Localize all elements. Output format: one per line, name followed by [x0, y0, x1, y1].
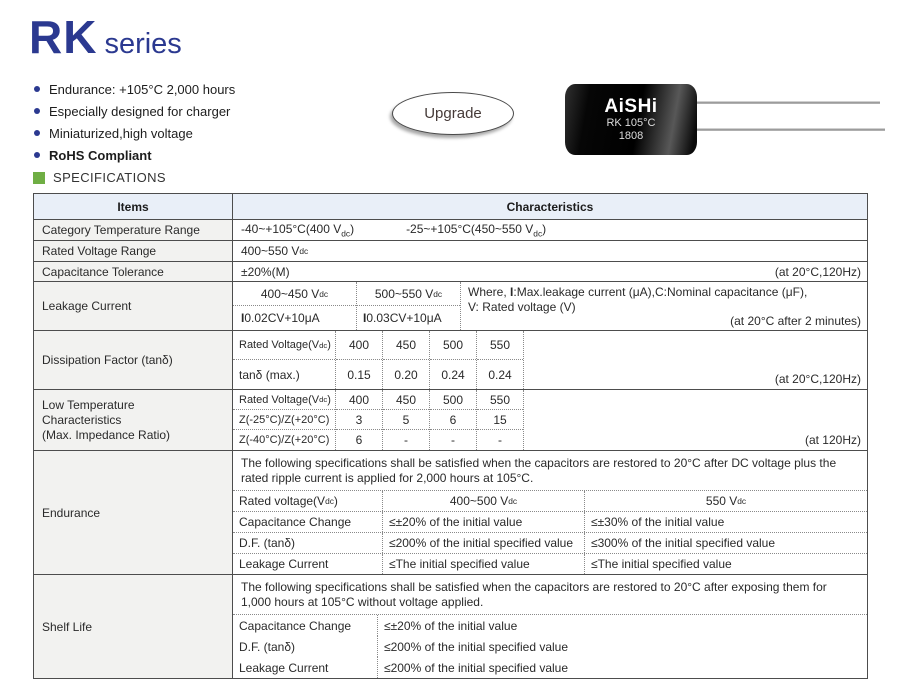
low-temp-row3-label: Z(-40°C)/Z(+20°C) — [239, 434, 330, 446]
specifications-table — [33, 193, 868, 679]
impedance-ratio: 6 — [430, 410, 476, 430]
leakage-note-line1: Where, I:Max.leakage current (μA),C:Nominal capacitance (μF), — [468, 285, 808, 299]
low-temp-row2-label: Z(-25°C)/Z(+20°C) — [233, 410, 335, 430]
dissipation-col-500 — [430, 331, 477, 389]
characteristics-header-cell: Characteristics — [233, 194, 867, 219]
feature-text: Especially designed for charger — [49, 103, 231, 119]
row-label: Category Temperature Range — [34, 220, 233, 240]
dissipation-row1-label: Rated Voltage(V dc ) — [233, 331, 335, 360]
capacitor-photo — [565, 84, 895, 159]
endurance-row-label: Capacitance Change — [233, 512, 383, 532]
shelf-life-data-row — [233, 636, 867, 657]
shelf-life-intro: The following specifications shall be satisfied when the capacitors are restored to 20°C after exposing them for 1,000 hours at 105°C without voltage applied. — [233, 575, 867, 615]
endurance-header-label: Rated voltage(V dc ) — [233, 491, 383, 511]
leakage-col1-formula: I 0.02CV+10μA — [241, 311, 320, 325]
endurance-row-label: D.F. (tanδ) — [233, 533, 383, 553]
low-temp-row1-label: Rated Voltage(V dc ) — [233, 390, 335, 410]
endurance-content — [233, 451, 867, 574]
test-condition: (at 20°C after 2 minutes) — [730, 314, 861, 328]
series-suffix: series — [104, 28, 182, 60]
voltage-value: 400 — [336, 390, 382, 410]
leakage-col-400-450 — [233, 282, 356, 330]
voltage-value: 500 — [430, 390, 476, 410]
bullet-icon — [34, 108, 40, 114]
endurance-intro: The following specifications shall be satisfied when the capacitors are restored to 20°C after DC voltage plus the rated ripple current is applied for 2,000 hours at 105°C. — [233, 451, 867, 491]
row-label-line: (Max. Impedance Ratio) — [42, 427, 171, 442]
upgrade-badge-label: Upgrade — [424, 105, 482, 122]
row-label-line: Low Temperature — [42, 397, 135, 412]
endurance-data-row — [233, 554, 867, 574]
low-temp-col-550 — [477, 390, 524, 450]
feature-list — [34, 78, 235, 166]
endurance-data-row — [233, 533, 867, 554]
endurance-row-value: ≤300% of the initial specified value — [591, 536, 776, 550]
feature-text: RoHS Compliant — [49, 147, 152, 163]
endurance-row-value: ≤The initial specified value — [591, 557, 732, 571]
brand-logo: AiSHi — [604, 96, 658, 117]
leakage-col2-formula: I 0.03CV+10μA — [363, 311, 442, 325]
dissipation-content — [233, 331, 867, 389]
endurance-col1-header: 400~500 V dc — [383, 491, 585, 511]
capacitor-marking: 1808 — [618, 130, 644, 142]
feature-item — [34, 100, 235, 122]
row-category-temperature-range — [34, 219, 867, 240]
shelf-life-row-label: D.F. (tanδ) — [233, 636, 378, 657]
row-label: Rated Voltage Range — [34, 241, 233, 261]
impedance-ratio: - — [498, 433, 502, 447]
row-label — [34, 390, 233, 450]
endurance-row-value: ≤The initial specified value — [383, 554, 585, 574]
series-title — [29, 10, 182, 64]
shelf-life-row-value: ≤200% of the initial specified value — [384, 660, 569, 675]
bullet-icon — [34, 86, 40, 92]
row-shelf-life — [34, 574, 867, 678]
dissipation-row2-label: tanδ (max.) — [239, 367, 300, 382]
feature-item — [34, 144, 235, 166]
shelf-life-row-label: Leakage Current — [233, 657, 378, 678]
category-temperature-values — [233, 220, 867, 240]
row-label: Endurance — [34, 451, 233, 574]
impedance-ratio: 5 — [383, 410, 429, 430]
dissipation-col-450 — [383, 331, 430, 389]
green-square-icon — [33, 172, 45, 184]
leakage-col2-header: 500~550 V dc — [357, 282, 460, 306]
shelf-life-row-label: Capacitance Change — [233, 615, 378, 636]
tan-delta-value: 0.20 — [394, 367, 418, 382]
endurance-data-row — [233, 512, 867, 533]
feature-item — [34, 122, 235, 144]
leakage-col1-header: 400~450 V dc — [233, 282, 356, 306]
upgrade-badge — [392, 92, 514, 135]
tan-delta-value: 0.24 — [441, 367, 465, 382]
row-leakage-current — [34, 281, 867, 330]
dissipation-condition-area — [524, 331, 867, 389]
row-label: Dissipation Factor (tanδ) — [34, 331, 233, 389]
voltage-value: 550 — [477, 390, 523, 410]
tolerance-value: ±20%(M) — [241, 264, 290, 279]
low-temperature-content — [233, 390, 867, 450]
endurance-row-value: ≤±30% of the initial value — [591, 515, 725, 529]
dissipation-col-400 — [336, 331, 383, 389]
shelf-life-data-row — [233, 657, 867, 678]
leakage-col-500-550 — [356, 282, 460, 330]
temp-range-450-550: -25~+105°C(450~550 $V_{dc}$) — [406, 221, 547, 239]
rated-voltage-value: 400~550 V dc — [241, 244, 309, 258]
table-header-row — [34, 194, 867, 219]
shelf-life-row-value: ≤200% of the initial specified value — [384, 639, 569, 654]
specifications-title: SPECIFICATIONS — [53, 170, 166, 185]
specifications-heading — [33, 170, 166, 185]
voltage-value: 550 — [477, 331, 523, 360]
impedance-ratio: 3 — [336, 410, 382, 430]
temp-range-400: -40~+105°C(400 $V_{dc}$) — [241, 221, 355, 239]
test-condition: (at 20°C,120Hz) — [774, 264, 861, 279]
feature-item — [34, 78, 235, 100]
feature-text: Miniaturized,high voltage — [49, 125, 193, 141]
endurance-header-row — [233, 491, 867, 512]
capacitance-tolerance-values — [233, 262, 867, 281]
bullet-icon — [34, 130, 40, 136]
tan-delta-value: 0.15 — [347, 367, 371, 382]
row-label-line: Characteristics — [42, 412, 122, 427]
voltage-value: 500 — [430, 331, 476, 360]
test-condition: (at 120Hz) — [804, 433, 861, 447]
low-temp-condition-area — [524, 390, 867, 450]
feature-text: Endurance: +105°C 2,000 hours — [49, 81, 236, 97]
impedance-ratio: 15 — [477, 410, 523, 430]
low-temp-col-450 — [383, 390, 430, 450]
leakage-current-content — [233, 282, 867, 330]
endurance-row-label: Leakage Current — [233, 554, 383, 574]
bullet-icon — [34, 152, 40, 158]
endurance-row-value: ≤±20% of the initial value — [383, 512, 585, 532]
endurance-row-value: ≤200% of the initial specified value — [383, 533, 585, 553]
leakage-note-line2: V: Rated voltage (V) — [468, 299, 576, 314]
row-label: Capacitance Tolerance — [34, 262, 233, 281]
capacitor-marking: RK 105°C — [606, 117, 656, 129]
impedance-ratio: - — [404, 433, 408, 447]
voltage-value: 450 — [383, 331, 429, 360]
voltage-value: 400 — [336, 331, 382, 360]
impedance-ratio: - — [451, 433, 455, 447]
items-header-cell: Items — [34, 194, 233, 219]
row-label: Leakage Current — [34, 282, 233, 330]
capacitor-lead-wire — [693, 128, 885, 131]
shelf-life-data-row — [233, 615, 867, 636]
test-condition: (at 20°C,120Hz) — [774, 372, 861, 386]
row-rated-voltage-range — [34, 240, 867, 261]
dissipation-label-col — [233, 331, 336, 389]
series-name: RK — [29, 11, 98, 63]
endurance-col2-header: 550 V dc — [705, 494, 747, 508]
low-temp-col-400 — [336, 390, 383, 450]
dissipation-col-550 — [477, 331, 524, 389]
row-low-temperature — [34, 389, 867, 450]
shelf-life-row-value: ≤±20% of the initial value — [384, 618, 518, 633]
shelf-life-content — [233, 575, 867, 678]
low-temp-label-col — [233, 390, 336, 450]
capacitor-lead-wire — [693, 101, 880, 104]
low-temp-col-500 — [430, 390, 477, 450]
row-endurance — [34, 450, 867, 574]
capacitor-body — [565, 84, 697, 155]
impedance-ratio: 6 — [355, 433, 363, 447]
row-label: Shelf Life — [34, 575, 233, 678]
leakage-note — [460, 282, 867, 330]
tan-delta-value: 0.24 — [488, 367, 512, 382]
row-capacitance-tolerance — [34, 261, 867, 281]
voltage-value: 450 — [383, 390, 429, 410]
row-dissipation-factor — [34, 330, 867, 389]
